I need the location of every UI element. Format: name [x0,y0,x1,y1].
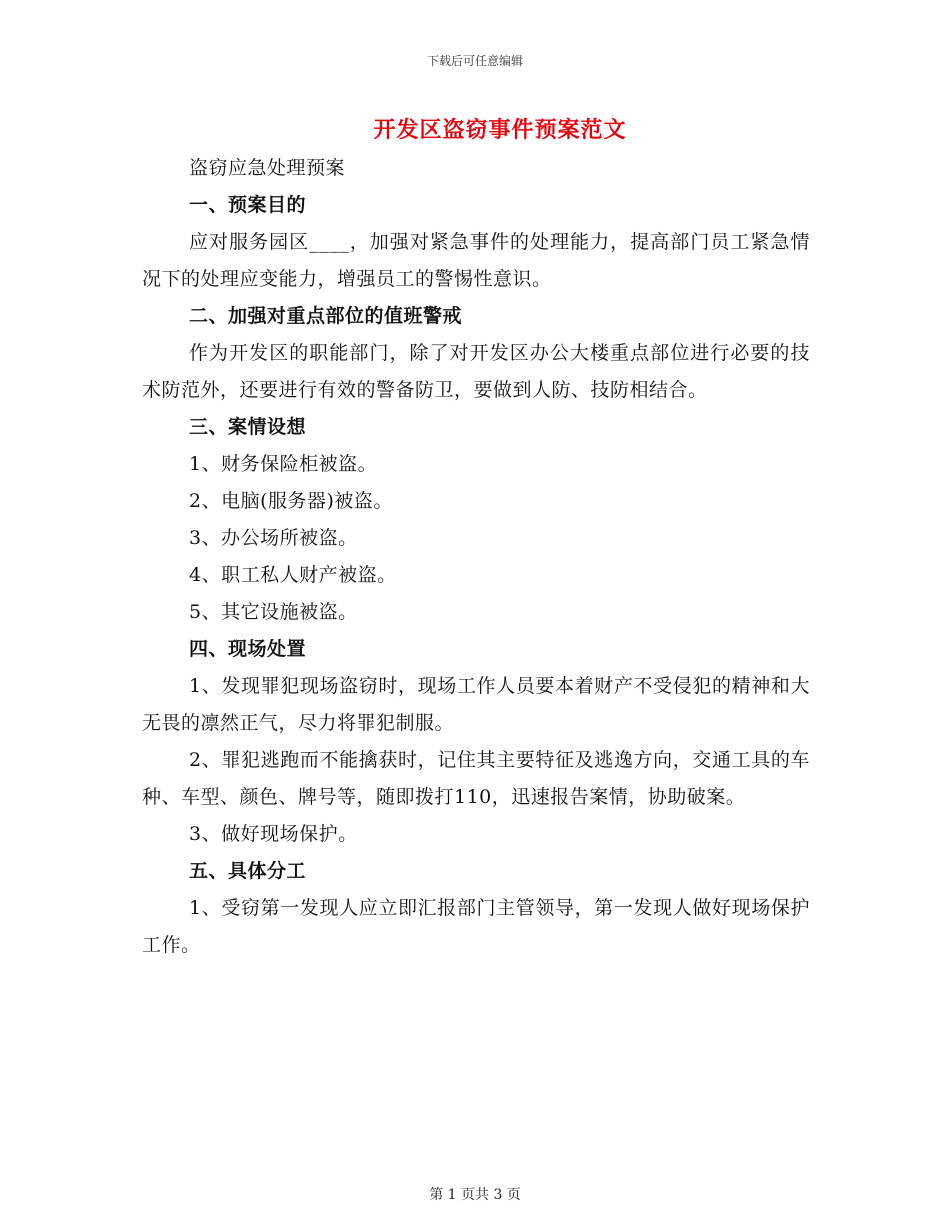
paragraph: 作为开发区的职能部门，除了对开发区办公大楼重点部位进行必要的技术防范外，还要进行有效的警备防卫，要做到人防、技防相结合。 [142,342,810,401]
paragraph: 应对服务园区____，加强对紧急事件的处理能力，提高部门员工紧急情况下的处理应变能力，增强员工的警惕性意识。 [142,231,810,290]
section-heading: 三、案情设想 [189,416,307,438]
list-item: 1、受窃第一发现人应立即汇报部门主管领导，第一发现人做好现场保护工作。 [142,897,810,956]
section-heading: 四、现场处置 [189,638,307,660]
section-heading: 五、具体分工 [189,860,307,882]
paragraph: 盗窃应急处理预案 [189,157,346,179]
list-item: 4、职工私人财产被盗。 [189,564,397,586]
list-item: 5、其它设施被盗。 [189,601,358,623]
page-footer: 第 1 页共 3 页 [429,1187,521,1203]
document-title: 开发区盗窃事件预案范文 [373,117,627,143]
header-note: 下载后可任意编辑 [426,54,523,68]
document-body [142,150,810,964]
list-item: 1、财务保险柜被盗。 [189,453,378,475]
list-item: 3、做好现场保护。 [189,823,358,845]
list-item: 2、罪犯逃跑而不能擒获时，记住其主要特征及逃逸方向，交通工具的车种、车型、颜色、牌号等，随即拨打110，迅速报告案情，协助破案。 [142,749,810,808]
section-heading: 二、加强对重点部位的值班警戒 [189,305,463,327]
list-item: 1、发现罪犯现场盗窃时，现场工作人员要本着财产不受侵犯的精神和大无畏的凛然正气，尽力将罪犯制服。 [142,675,810,734]
list-item: 3、办公场所被盗。 [189,527,358,549]
list-item: 2、电脑(服务器)被盗。 [189,490,393,512]
section-heading: 一、预案目的 [189,194,307,216]
